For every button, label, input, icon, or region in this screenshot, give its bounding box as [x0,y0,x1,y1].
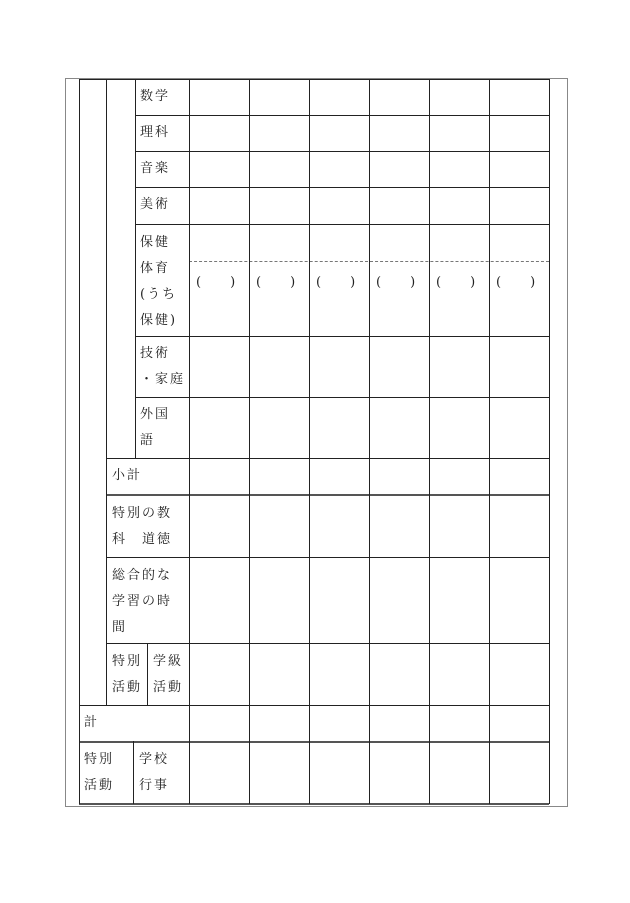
subject-science: 理科 [140,125,171,140]
subject-music: 音楽 [140,161,171,176]
subtotal-label: 小計 [112,468,143,483]
subject-art: 美術 [140,197,171,212]
subject-math: 数学 [140,89,171,104]
total-label: 計 [84,715,100,730]
